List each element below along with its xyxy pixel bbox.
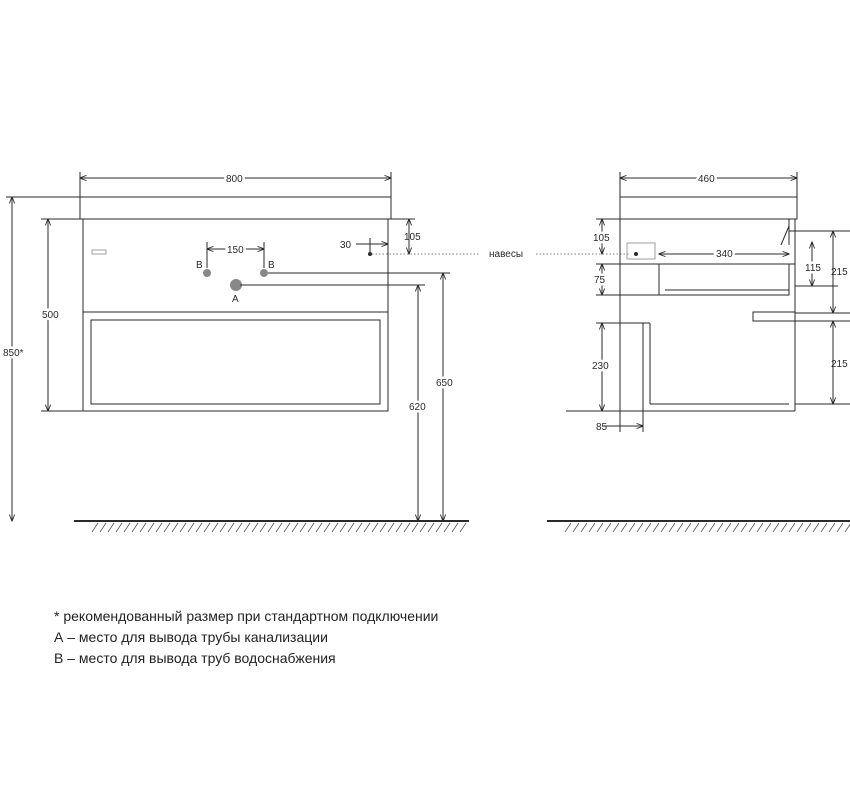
hatch-stroke [741, 523, 747, 532]
dim-height-650: 650 [436, 378, 453, 389]
hatch-stroke [204, 523, 210, 532]
dim-hole-spacing-150: 150 [227, 245, 244, 256]
side-countertop [620, 197, 797, 219]
hatch-stroke [428, 523, 434, 532]
hatch-stroke [92, 523, 98, 532]
hatch-stroke [629, 523, 635, 532]
hatch-stroke [260, 523, 266, 532]
hole-b-right [260, 269, 268, 277]
hatch-stroke [725, 523, 731, 532]
hatch-stroke [348, 523, 354, 532]
hatch-stroke [164, 523, 170, 532]
hatch-stroke [573, 523, 579, 532]
hatch-stroke [108, 523, 114, 532]
hatch-stroke [244, 523, 250, 532]
note-a: А – место для вывода трубы канализации [54, 629, 328, 645]
floor-hatch-side [565, 523, 850, 532]
hatch-stroke [276, 523, 282, 532]
hatch-stroke [188, 523, 194, 532]
side-hanger-bracket [627, 243, 655, 259]
note-recommended: * рекомендованный размер при стандартном подключении [54, 608, 439, 624]
dim-right-215-bottom: 215 [831, 359, 848, 370]
hatch-stroke [677, 523, 683, 532]
hatch-stroke [797, 523, 803, 532]
hatch-stroke [589, 523, 595, 532]
dim-body-height-500: 500 [42, 310, 59, 321]
dim-side-340: 340 [716, 249, 733, 260]
dim-right-115: 115 [805, 263, 821, 274]
hatch-stroke [781, 523, 787, 532]
hatch-stroke [228, 523, 234, 532]
hatch-stroke [765, 523, 771, 532]
hatch-stroke [821, 523, 827, 532]
hatch-stroke [180, 523, 186, 532]
hatch-stroke [388, 523, 394, 532]
hole-b-left [203, 269, 211, 277]
hatch-stroke [581, 523, 587, 532]
hatch-stroke [236, 523, 242, 532]
hatch-stroke [621, 523, 627, 532]
hatch-stroke [685, 523, 691, 532]
hatch-stroke [356, 523, 362, 532]
hatch-stroke [308, 523, 314, 532]
hatch-stroke [316, 523, 322, 532]
label-a: A [232, 294, 239, 305]
hatch-stroke [693, 523, 699, 532]
hatch-stroke [773, 523, 779, 532]
hatch-stroke [805, 523, 811, 532]
floor-hatch-front [92, 523, 466, 532]
hatch-stroke [196, 523, 202, 532]
hatch-stroke [717, 523, 723, 532]
hatch-stroke [709, 523, 715, 532]
hatch-stroke [124, 523, 130, 532]
hatch-stroke [605, 523, 611, 532]
hatch-stroke [701, 523, 707, 532]
dim-side-105: 105 [593, 233, 610, 244]
label-b-left: B [196, 260, 203, 271]
hatch-stroke [749, 523, 755, 532]
hatch-stroke [845, 523, 850, 532]
hatch-stroke [172, 523, 178, 532]
hatch-stroke [637, 523, 643, 532]
dim-depth-460: 460 [698, 174, 715, 185]
hatch-stroke [300, 523, 306, 532]
side-shelf [753, 312, 795, 321]
dim-hanger-drop-105: 105 [404, 232, 421, 243]
hatch-stroke [372, 523, 378, 532]
hatch-stroke [364, 523, 370, 532]
hatch-stroke [645, 523, 651, 532]
dim-right-215-top: 215 [831, 267, 848, 278]
hangers-label: навесы [489, 249, 524, 260]
notes-block [54, 606, 438, 669]
hatch-stroke [252, 523, 258, 532]
hatch-stroke [404, 523, 410, 532]
note-b: В – место для вывода труб водоснабжения [54, 650, 336, 666]
hanger-point [368, 252, 372, 256]
dim-hanger-offset-30: 30 [340, 240, 352, 251]
front-view [3, 172, 630, 532]
hatch-stroke [837, 523, 843, 532]
dim-height-620: 620 [409, 402, 426, 413]
hatch-stroke [340, 523, 346, 532]
hatch-stroke [653, 523, 659, 532]
hatch-stroke [412, 523, 418, 532]
hatch-stroke [444, 523, 450, 532]
dim-width-800: 800 [226, 174, 243, 185]
dim-side-75: 75 [594, 275, 606, 286]
side-view [547, 172, 850, 532]
hatch-stroke [813, 523, 819, 532]
hatch-stroke [100, 523, 106, 532]
front-drawer-inner [91, 320, 380, 404]
hatch-stroke [380, 523, 386, 532]
hatch-stroke [212, 523, 218, 532]
hatch-stroke [597, 523, 603, 532]
hatch-stroke [829, 523, 835, 532]
hatch-stroke [148, 523, 154, 532]
hatch-stroke [789, 523, 795, 532]
hatch-stroke [324, 523, 330, 532]
dim-side-85: 85 [596, 422, 608, 433]
hatch-stroke [669, 523, 675, 532]
hatch-stroke [733, 523, 739, 532]
hatch-stroke [460, 523, 466, 532]
hatch-stroke [613, 523, 619, 532]
hatch-stroke [140, 523, 146, 532]
dim-side-230: 230 [592, 361, 609, 372]
hatch-stroke [396, 523, 402, 532]
hatch-stroke [661, 523, 667, 532]
hatch-stroke [565, 523, 571, 532]
hatch-stroke [436, 523, 442, 532]
front-countertop [80, 197, 391, 219]
hatch-stroke [420, 523, 426, 532]
dim-total-height-850: 850* [3, 348, 24, 359]
hatch-stroke [284, 523, 290, 532]
front-drawer [83, 312, 388, 411]
hatch-stroke [132, 523, 138, 532]
label-b-right: B [268, 260, 275, 271]
hatch-stroke [332, 523, 338, 532]
hatch-stroke [116, 523, 122, 532]
hatch-stroke [452, 523, 458, 532]
hatch-stroke [292, 523, 298, 532]
hatch-stroke [220, 523, 226, 532]
logo-mark [92, 250, 106, 254]
hatch-stroke [757, 523, 763, 532]
hatch-stroke [156, 523, 162, 532]
hatch-stroke [268, 523, 274, 532]
